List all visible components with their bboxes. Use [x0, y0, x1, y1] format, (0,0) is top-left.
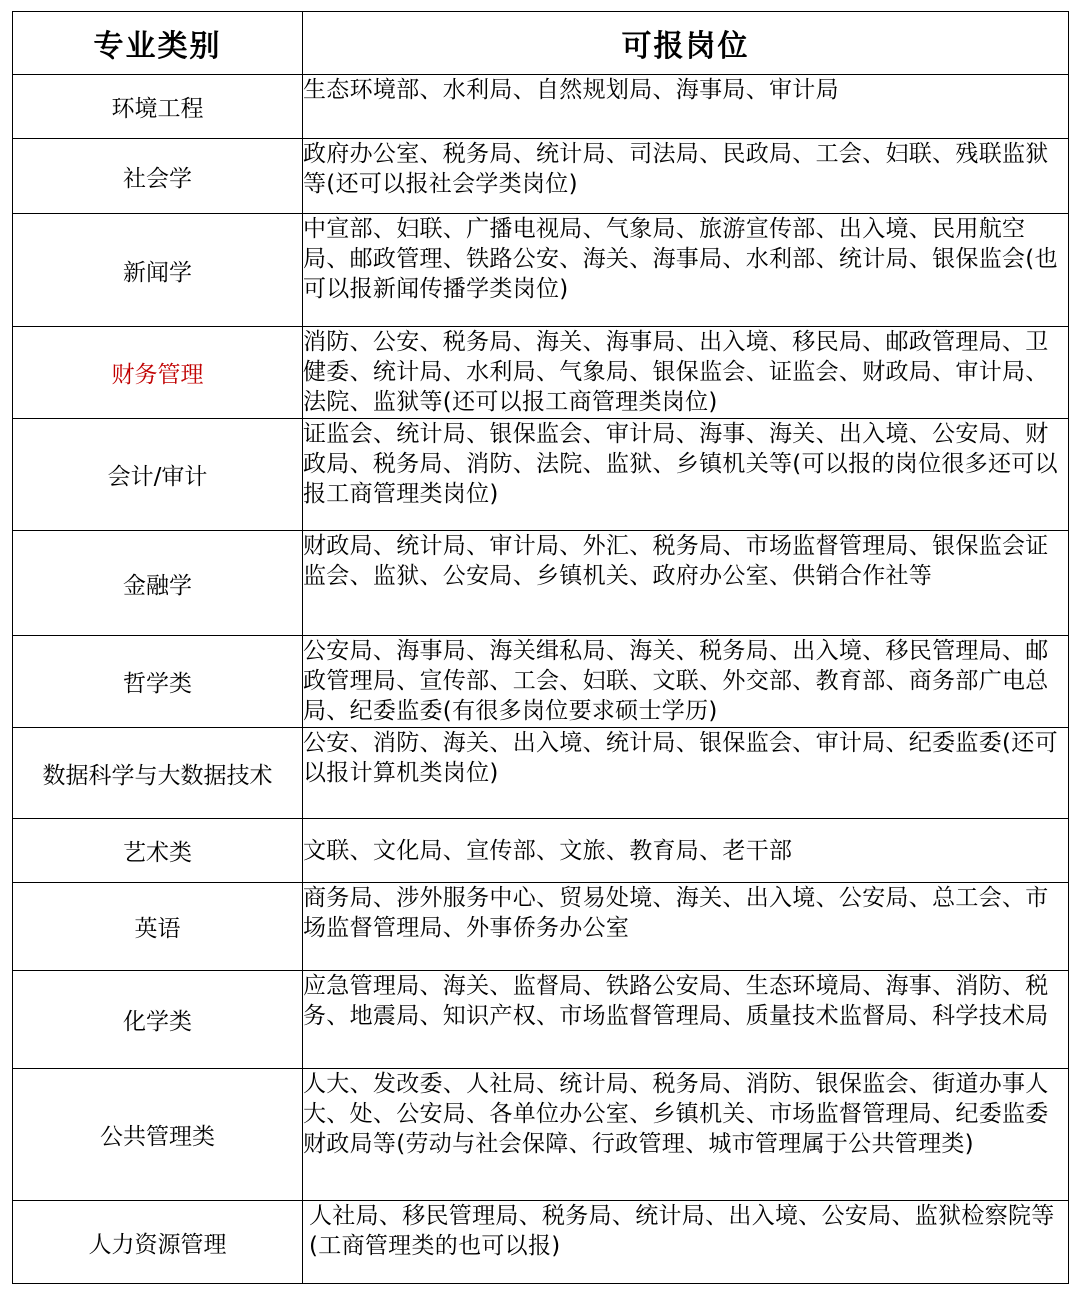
table-row	[13, 636, 1069, 728]
positions-cell: 商务局、涉外服务中心、贸易处境、海关、出入境、公安局、总工会、市场监督管理局、外事侨务办公室	[303, 883, 1069, 971]
positions-cell: 生态环境部、水利局、自然规划局、海事局、审计局	[303, 75, 1069, 139]
positions-table	[12, 11, 1069, 1284]
positions-cell: 财政局、统计局、审计局、外汇、税务局、市场监督管理局、银保监会证监会、监狱、公安局、乡镇机关、政府办公室、供销合作社等	[303, 531, 1069, 636]
table-header-row	[13, 12, 1069, 75]
category-cell: 新闻学	[13, 214, 303, 327]
table-row	[13, 728, 1069, 819]
category-cell: 数据科学与大数据技术	[13, 728, 303, 819]
positions-cell: 证监会、统计局、银保监会、审计局、海事、海关、出入境、公安局、财政局、税务局、消防、法院、监狱、乡镇机关等(可以报的岗位很多还可以报工商管理类岗位)	[303, 419, 1069, 531]
category-cell: 金融学	[13, 531, 303, 636]
category-cell: 公共管理类	[13, 1069, 303, 1201]
positions-cell: 人社局、移民管理局、税务局、统计局、出入境、公安局、监狱检察院等(工商管理类的也可以报)	[303, 1201, 1069, 1284]
table-row	[13, 327, 1069, 419]
category-cell: 英语	[13, 883, 303, 971]
positions-cell: 政府办公室、税务局、统计局、司法局、民政局、工会、妇联、残联监狱等(还可以报社会学类岗位)	[303, 139, 1069, 214]
positions-cell: 公安、消防、海关、出入境、统计局、银保监会、审计局、纪委监委(还可以报计算机类岗位)	[303, 728, 1069, 819]
category-cell: 会计/审计	[13, 419, 303, 531]
table-row	[13, 971, 1069, 1069]
table-row	[13, 819, 1069, 883]
category-cell: 化学类	[13, 971, 303, 1069]
table-row	[13, 883, 1069, 971]
category-cell: 社会学	[13, 139, 303, 214]
positions-cell: 文联、文化局、宣传部、文旅、教育局、老干部	[303, 819, 1069, 883]
table-row	[13, 214, 1069, 327]
positions-cell: 应急管理局、海关、监督局、铁路公安局、生态环境局、海事、消防、税务、地震局、知识产权、市场监督管理局、质量技术监督局、科学技术局	[303, 971, 1069, 1069]
category-cell-highlighted: 财务管理	[13, 327, 303, 419]
positions-cell: 公安局、海事局、海关缉私局、海关、税务局、出入境、移民管理局、邮政管理局、宣传部、工会、妇联、文联、外交部、教育部、商务部广电总局、纪委监委(有很多岗位要求硕士学历)	[303, 636, 1069, 728]
category-cell: 艺术类	[13, 819, 303, 883]
header-positions: 可报岗位	[303, 12, 1069, 75]
category-cell: 人力资源管理	[13, 1201, 303, 1284]
table-row	[13, 419, 1069, 531]
table-row	[13, 75, 1069, 139]
table-row	[13, 1069, 1069, 1201]
table-row	[13, 139, 1069, 214]
positions-cell: 中宣部、妇联、广播电视局、气象局、旅游宣传部、出入境、民用航空局、邮政管理、铁路公安、海关、海事局、水利部、统计局、银保监会(也可以报新闻传播学类岗位)	[303, 214, 1069, 327]
positions-cell: 消防、公安、税务局、海关、海事局、出入境、移民局、邮政管理局、卫健委、统计局、水利局、气象局、银保监会、证监会、财政局、审计局、法院、监狱等(还可以报工商管理类岗位)	[303, 327, 1069, 419]
positions-cell: 人大、发改委、人社局、统计局、税务局、消防、银保监会、街道办事人大、处、公安局、各单位办公室、乡镇机关、市场监督管理局、纪委监委财政局等(劳动与社会保障、行政管理、城市管理属于公共管理类)	[303, 1069, 1069, 1201]
table-row	[13, 1201, 1069, 1284]
category-cell: 哲学类	[13, 636, 303, 728]
category-cell: 环境工程	[13, 75, 303, 139]
header-category: 专业类别	[13, 12, 303, 75]
table-row	[13, 531, 1069, 636]
